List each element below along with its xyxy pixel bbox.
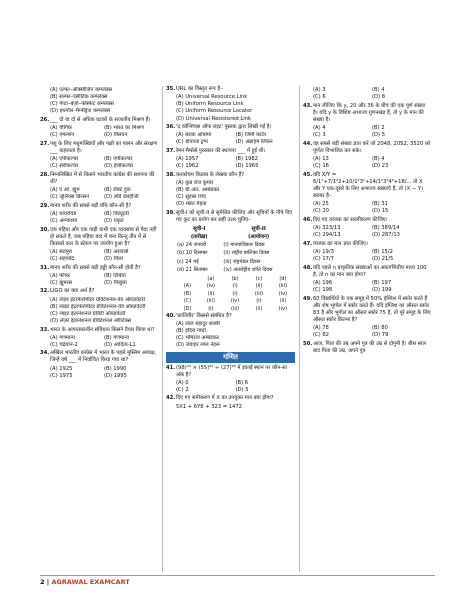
code-cell: (i)	[232, 283, 238, 290]
question-number: 37.	[166, 147, 176, 154]
question	[166, 395, 295, 402]
code-cell: (iii)	[278, 283, 287, 290]
option: (A) 0	[176, 379, 189, 386]
option: (B) 1982	[235, 156, 258, 163]
code-heading	[176, 276, 199, 283]
code-row	[176, 290, 295, 297]
code-cell: (A)	[183, 283, 192, 290]
option: (B) 4	[372, 156, 385, 163]
options-list	[166, 380, 295, 394]
options-list	[40, 156, 158, 170]
question	[303, 341, 431, 355]
option: (C) अग्न्याशय	[50, 218, 78, 225]
question-text: 'क्रांतिवीर' किससे संबंधित है?	[176, 312, 232, 319]
question-number: 26.	[40, 116, 50, 123]
row-key: (d)	[177, 266, 185, 273]
code-cell: (B)	[183, 290, 192, 297]
option: (C) 294/13	[313, 232, 341, 239]
question-number: 36.	[166, 124, 176, 131]
code-cell: (D)	[183, 305, 192, 312]
option: (D) 287/13	[372, 232, 400, 239]
question	[40, 172, 158, 186]
question-number: 50.	[303, 340, 313, 347]
option: (D) 199	[372, 287, 392, 294]
question-number: 35.	[166, 86, 176, 92]
option: (A) ए.ओ. ह्यूम	[50, 187, 80, 194]
option: (C) 6	[313, 94, 326, 101]
match-row	[176, 258, 295, 266]
option: (C) सुहास शिंदे	[176, 194, 206, 201]
option: (C) 1962	[176, 163, 199, 170]
option: (A) गणमान्य	[50, 334, 75, 341]
options-list	[40, 297, 158, 325]
question-text: करकोचम किताब के लेखक कौन हैं?	[176, 171, 245, 178]
option: (B) 15/2	[372, 249, 393, 256]
question	[166, 365, 295, 379]
question-number: 31.	[40, 264, 50, 271]
question-text: मानव शरीर की सबसे बड़ी हड्डी कौन-सी होती है?	[50, 264, 141, 271]
section-header: गणित	[166, 352, 295, 363]
option: (D) अब्राहम लिंकन	[235, 139, 273, 146]
option: (A) लेज़र इंटरफेरोमीटर ग्रेविटेशनल-वेव ऑब्ज़र्वेटरी	[50, 296, 145, 303]
code-row	[176, 305, 295, 312]
option: (C) 82	[313, 332, 329, 339]
options-list	[303, 87, 431, 101]
option: (C) लाइट इंटरनेशनल ग्रेविटी ऑब्ज़र्वेटरी	[50, 310, 126, 317]
question-text: एक पहिया और एक गाड़ी कभी एक व्यवसाय से पैदा नहीं हो सकते हैं, जब पहिया बाद में बना किन्तु तीन में से किसको कार के स्टेशन पर उपयोग हुआ है?	[50, 226, 157, 247]
list2-subheading: (आयोजन)	[248, 233, 270, 240]
code-heading: (a)	[207, 275, 215, 282]
question-text: 'द कॉन्शियस ऑफ राइट' पुस्तक द्वारा लिखी गई है।	[176, 124, 272, 131]
option: (B) पिट्यूटरी	[104, 211, 129, 217]
row-key: (iv)	[223, 266, 232, 273]
code-row	[176, 298, 295, 305]
code-cell: (ii)	[279, 298, 287, 305]
question-text: निम्नलिखित में से किसने भारतीय कांग्रेस की स्थापना की थी?	[50, 171, 155, 185]
code-cell: (iv)	[206, 283, 215, 290]
question-text: सूची-I को सूची-II से सुमेलित कीजिए और सूचियों के नीचे दिए गए कूट का प्रयोग कर सही उत्तर चुनिए–	[176, 209, 293, 223]
question	[166, 148, 295, 155]
match-row	[176, 266, 295, 274]
option: (A) यौगिक	[50, 125, 72, 132]
option: (D) यकृत	[104, 218, 124, 225]
option: (B) जिमी कार्टर	[235, 132, 267, 139]
options-list	[40, 187, 158, 201]
options-list	[166, 321, 295, 349]
option: (A) कुन्न राज कुमार	[176, 180, 214, 187]
question-number: 40.	[166, 312, 176, 319]
question-text: 60 विद्यार्थियों के एक समूह में 50% इंग्लिश में स्कोर करते हैं और शेष भूगोल में स्कोर करते हैं। यदि इंग्लिश का औसत स्कोर 83 है और भूगोल का औसत स्कोर 75 है, तो पूरे समूह के लिए औसत स्कोर कितना है?	[313, 295, 431, 323]
option: (D) आदित्य-L1	[104, 341, 136, 348]
match-row	[176, 250, 295, 258]
option: (B) 2	[372, 125, 385, 132]
option: (D) Universal Resistered Link	[176, 115, 251, 122]
code-cell: (iv)	[278, 305, 288, 312]
option: (D) 23	[372, 163, 389, 170]
question-text: आज, पिता की उम्र अपने पुत्र की उम्र से दोगुनी है। बीस साल बाद पिता की उम्र, अपने पुत्र	[313, 340, 426, 354]
question-number: 46.	[303, 216, 313, 223]
option: (C) 16	[313, 163, 329, 170]
question	[40, 350, 158, 364]
row-key: (b)	[177, 250, 185, 257]
options-list	[166, 132, 295, 146]
option: (D) 79	[372, 332, 389, 339]
question	[40, 265, 158, 272]
option: (D) लेज़र इंटरनेशनल ग्रेविटेशनल ऑप्टिक्स	[50, 318, 132, 325]
option: (B) भारत का मिश्रण	[104, 125, 144, 132]
option: (D) इथनॉल–मैग्नीड्रेज कम्प्लेक्स	[50, 108, 111, 115]
question	[40, 141, 158, 155]
option: (D) 15	[372, 208, 389, 215]
answer-codes	[166, 276, 295, 313]
question-text: यदि X/Y = 6/1²+7/1²2+10/1²3²+14/1²3²4²+18/... तो X और Y एक-दूसरे के लिए अभाज्य संख्याएँ हैं, तो (X − Y) बराबर है–	[313, 171, 424, 200]
question-text: दिए गए समीकरण में X का उपयुक्त मान क्या होगा?	[176, 395, 274, 402]
option: (A) एल्फा–ऑक्सीजिन कम्प्लेक्स	[50, 87, 113, 94]
row-date: 10 दिसम्बर	[185, 250, 208, 257]
row-date: 24 मई	[185, 258, 199, 265]
option: (D) लॉर्ड डलहौजी	[104, 194, 139, 201]
options-list	[166, 180, 295, 208]
question-text: दिए गए व्यंजक का सरलीकरण कीजिए।	[313, 216, 388, 223]
option: (C) सहयाद्रि	[50, 256, 75, 263]
row-event: राष्ट्रीय बालिका दिवस	[231, 250, 270, 257]
question	[303, 241, 431, 248]
code-cell: (iv)	[230, 298, 240, 305]
code-cell: (i)	[256, 298, 262, 305]
option: (D) हेलीकल्चर	[104, 163, 134, 170]
options-list	[303, 325, 431, 339]
question	[303, 217, 431, 224]
option: (B) इंदिरा गांधी	[176, 328, 206, 335]
code-cell: (i)	[232, 290, 238, 297]
option: (D) 1995	[104, 372, 127, 379]
question-number: 42.	[166, 395, 176, 402]
row-key: (c)	[177, 258, 184, 265]
code-cell: (C)	[183, 298, 192, 305]
row-date: 21 सितम्बर	[185, 266, 208, 273]
options-list	[40, 87, 158, 115]
option: (C) एमल्शन	[50, 132, 75, 139]
column-left	[40, 86, 158, 381]
option: (D) फिबुला	[104, 280, 127, 286]
question-number: 28.	[40, 171, 50, 178]
question	[166, 210, 295, 224]
question	[303, 103, 431, 124]
options-list	[40, 249, 158, 263]
option: (C) 1975	[50, 372, 73, 379]
row-event: मानवाधिकार दिवस	[230, 241, 265, 248]
question-text: रेमन मैग्सेसे पुरस्कार की स्थापना ___ में हुई थी।	[176, 147, 266, 154]
option: (B) 197	[372, 280, 392, 286]
code-cell: (iii)	[230, 305, 240, 312]
option: (D) 5	[235, 386, 249, 393]
option: (B) 4	[372, 87, 385, 94]
code-heading: (d)	[279, 275, 287, 282]
question-text: वह सबसे बड़ी संख्या ज्ञात करें जो 2048, 2052, 3520 को पूर्णतः विभाजित कर सके।	[313, 140, 431, 154]
question-number: 47.	[303, 240, 313, 247]
question-number: 44.	[303, 140, 313, 147]
question-number: 33.	[40, 326, 50, 333]
option: (A) 1925	[50, 365, 73, 372]
question-text: भारत के आपातकालीन संविधान किसने तैयार किया था?	[50, 326, 155, 333]
options-list	[166, 156, 295, 170]
row-key: (i)	[223, 241, 229, 248]
question	[166, 172, 295, 179]
match-table	[166, 225, 295, 274]
option: (A) लाल बहादुर शास्त्री	[176, 321, 220, 328]
option: (D) 5	[372, 132, 385, 139]
question	[40, 117, 158, 124]
option: (C) 2	[176, 386, 189, 393]
question-number: 41.	[166, 364, 176, 371]
question	[40, 203, 158, 210]
option: (B) गणमान्य	[104, 334, 129, 341]
option: (C) पेप्टा–बेंज़ो–फॉस्फेट कम्प्लेक्स	[50, 101, 114, 108]
option: (A) 1957	[176, 156, 199, 163]
question-text: पशु के लिए मधुमक्खियों और पक्षी का पालन और संरक्षण ___ कहलाता है।	[50, 140, 158, 154]
column-divider	[299, 86, 300, 572]
code-cell: (i)	[208, 305, 214, 312]
option: (B) अरावली	[104, 249, 129, 256]
question-number: 29.	[40, 202, 50, 209]
option: (C) 17/7	[313, 256, 334, 263]
row-key: (iii)	[223, 258, 232, 265]
question-text: अखिल भारतीय कांग्रेस में भारत के पहले मुस्लिम अध्यक्ष, जिन्हें वर्ष ___ में निर्वाचित किया गया था?	[50, 350, 157, 364]
option: (A) 19/3	[313, 249, 334, 256]
code-heading: (c)	[255, 275, 263, 282]
question-number: 34.	[40, 350, 50, 357]
list2-heading: सूची-II	[251, 225, 266, 232]
option: (B) एपीकल्चर	[104, 156, 133, 163]
options-list	[40, 125, 158, 139]
option: (D) जवाहर लाल नेहरू	[176, 342, 220, 349]
question-number: 45.	[303, 171, 313, 178]
options-list	[166, 404, 295, 411]
code-cell: (iii)	[254, 290, 263, 297]
question-text: (98)⁴⁰ × (55)⁶³ ÷ (27)³⁶ में इकाई स्थान पर कौन-सा अंक है?	[176, 364, 287, 378]
question-number: 32.	[40, 288, 50, 295]
options-list	[303, 201, 431, 215]
option: (A) 323/13	[313, 225, 341, 232]
question-text: मान लीजिए कि y, 20 और 36 के बीच की एक पूर्ण संख्या है। यदि y के विशिष्ट अभाज्य गुणनखंड हैं, तो y के मान की संख्या है।	[313, 102, 426, 123]
question	[303, 265, 431, 279]
option: (A) Universal Resource Link	[176, 94, 248, 101]
code-cell: (iii)	[206, 298, 215, 305]
option: (B) 6	[235, 379, 249, 386]
question	[303, 141, 431, 155]
option: (D) 8	[372, 94, 385, 101]
question-number: 30.	[40, 226, 50, 233]
option: (A) सतपुरा	[50, 249, 73, 256]
question-number: 48.	[303, 264, 313, 271]
option: (A) बराक ओबामा	[176, 132, 212, 139]
question-number: 49.	[303, 295, 313, 302]
options-list	[303, 225, 431, 239]
options-list	[40, 273, 158, 287]
option: (B) 80	[372, 325, 388, 332]
code-cell: (ii)	[207, 290, 215, 297]
option: (C) ह्यूमरस	[50, 280, 73, 286]
option: (B) लाइट इंटरफेरोमीटर ग्रेविटेशनल-वेव ऑब्ज़र्वेटरी	[50, 303, 146, 310]
footer-separator: |	[46, 578, 50, 586]
option: (A) 13	[313, 156, 329, 163]
code-cell: (iv)	[278, 290, 288, 297]
column-middle	[166, 86, 295, 412]
options-list	[303, 280, 431, 294]
question-text: मानव शरीर की सबसे बड़ी ग्रंथि कौन-सी है?	[50, 202, 132, 209]
option: (C) 3	[313, 132, 326, 139]
question-text: व्यंजक का मान ज्ञात कीजिए।	[313, 240, 368, 247]
row-date: 24 जनवरी	[185, 241, 207, 248]
row-event: अंतर्राष्ट्रीय शांति दिवस	[233, 266, 273, 273]
option: (D) मन्नत मेहता	[176, 201, 207, 208]
question	[40, 227, 158, 248]
option: (B) सल्फा–ऐसीटिक कम्प्लेक्स	[50, 94, 108, 101]
question	[166, 86, 295, 93]
option: (C) Uniform Resource Locator	[176, 108, 253, 115]
question	[40, 288, 158, 295]
options-list	[40, 211, 158, 225]
footer-rule	[40, 575, 435, 576]
option: (C) चंद्रयान-2	[50, 341, 78, 348]
question-number: 38.	[166, 171, 176, 178]
options-list	[303, 249, 431, 263]
column-right	[303, 86, 431, 356]
question	[166, 124, 295, 131]
option: 5X1 + 6Y8 + 323 = 1472	[176, 403, 242, 410]
options-list	[40, 366, 158, 380]
option: (D) 21/5	[372, 256, 394, 263]
question	[303, 172, 431, 200]
options-list	[40, 335, 158, 349]
options-list	[166, 94, 295, 122]
question-text: URL का विस्तृत रूप है–	[176, 86, 223, 92]
option: (C) सेरीकल्चर	[50, 163, 79, 170]
option: (B) 389/14	[372, 225, 400, 232]
option: (C) डोनाल्ड ट्रम्प	[176, 139, 208, 146]
question-number: 43.	[303, 102, 313, 109]
question-text: LIGO का क्या अर्थ है?	[50, 288, 95, 295]
option: (D) 1965	[235, 163, 259, 170]
list1-heading: सूची-I	[193, 225, 206, 232]
option: (A) 25	[313, 201, 329, 208]
option: (D) विंध्य	[104, 256, 123, 263]
row-key: (a)	[177, 241, 184, 248]
question	[40, 327, 158, 334]
page-footer	[40, 578, 130, 586]
code-row	[176, 283, 295, 290]
question-number: 39.	[166, 209, 176, 216]
option: (C) 20	[313, 208, 329, 215]
question-text: यदि पहले n प्राकृतिक संख्याओं का अंकगणितीय माध्य 100 है, तो n का मान क्या होगा?	[313, 264, 427, 278]
option: (B) टिबिया	[104, 272, 126, 279]
option: (A) 78	[313, 325, 329, 332]
row-event: राष्ट्रमंडल दिवस	[233, 258, 261, 265]
options-list	[303, 156, 431, 170]
option: (A) थायरॉयड	[50, 211, 77, 217]
column-divider	[162, 86, 163, 572]
code-cell: (ii)	[255, 305, 263, 312]
option: (C) 198	[313, 287, 333, 294]
option: (A) 196	[313, 280, 333, 286]
option: (A) फीमर	[50, 272, 70, 279]
option: (B) बी.आर. अम्बेडकर	[176, 187, 220, 194]
question	[166, 313, 295, 320]
option: (A) एपीकल्चर	[50, 156, 79, 163]
option: (D) विलयन	[104, 132, 128, 139]
question-number: 27.	[40, 140, 50, 147]
match-row	[176, 241, 295, 249]
option: (C) जूलियस डिल्सन	[50, 194, 90, 201]
option: (B) रॉबर्ट हुक	[104, 187, 131, 194]
option: (C) भीमराव अम्बेडकर	[176, 335, 219, 342]
options-list	[303, 125, 431, 139]
option: (A) 3	[313, 87, 326, 94]
brand-name: AGRAWAL EXAMCART	[51, 578, 130, 586]
option: (B) Uniform Resource Link	[176, 101, 244, 108]
option: (B) 1990	[104, 365, 127, 372]
option: (B) 31	[372, 201, 388, 208]
row-key: (ii)	[223, 250, 231, 257]
code-cell: (ii)	[255, 283, 263, 290]
code-heading: (b)	[231, 275, 239, 282]
list1-subheading: (तारीख़)	[190, 233, 208, 240]
question	[303, 296, 431, 324]
option: (A) 4	[313, 125, 326, 132]
page-number: 2	[40, 578, 45, 586]
question-text: ___ दो या दो से अधिक घटकों के सजातीय मिश्रण हैं।	[50, 116, 151, 123]
